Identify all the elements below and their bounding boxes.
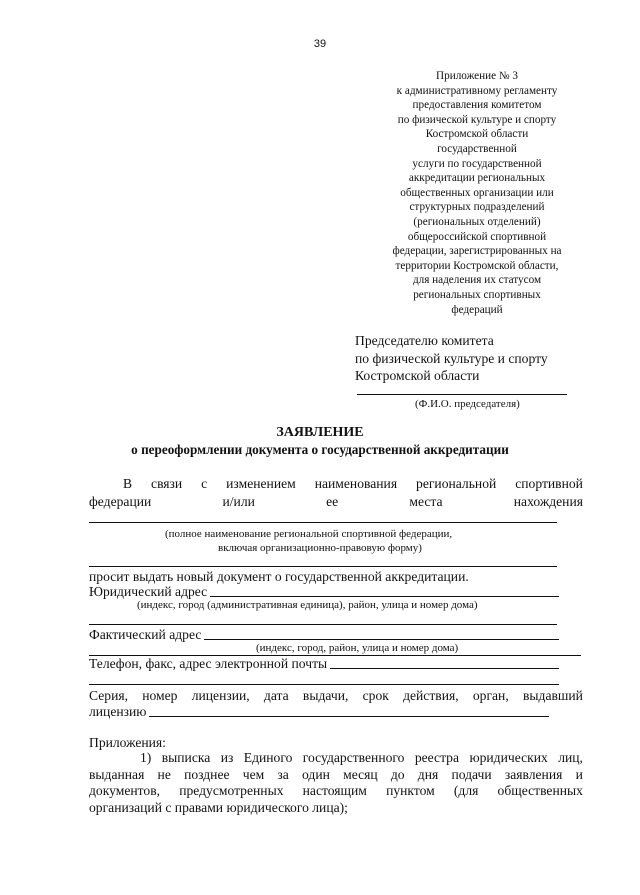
attachment-word: и <box>575 767 583 782</box>
paragraph-word: ее <box>326 494 339 509</box>
attachment-word: 1) <box>140 750 152 765</box>
attachment-word: выписка <box>161 750 211 765</box>
attachment-word: позднее <box>184 767 230 782</box>
appendix-line: структурных подразделений <box>409 201 545 214</box>
attachment-word: чем <box>242 767 265 782</box>
paragraph-word: спортивной <box>515 476 583 491</box>
caption-fullname-2: включая организационно-правовую форму) <box>218 542 422 554</box>
fullname-line <box>89 522 557 523</box>
attachment-word: настоящим <box>302 783 367 798</box>
item-1-line-1 <box>140 750 583 766</box>
paragraph-word: связи <box>151 476 183 491</box>
legal-address-field[interactable] <box>210 584 559 597</box>
appendix-line: федераций <box>451 303 503 316</box>
paragraph-1-line-2 <box>89 494 583 510</box>
appendix-line: предоставления комитетом <box>412 99 542 112</box>
addressee-block <box>355 332 548 385</box>
license-line-2 <box>89 704 549 720</box>
appendix-line: для наделения их статусом <box>412 274 542 287</box>
license-word: лицензии, <box>191 688 250 703</box>
license-word: орган, <box>472 688 509 703</box>
appendix-line: Костромской области <box>425 128 529 141</box>
fio-line <box>357 394 567 395</box>
legal-address-row <box>89 584 559 600</box>
license-line-1 <box>89 688 583 704</box>
appendix-line: (региональных отделений) <box>413 215 541 228</box>
contacts-label: Телефон, факс, адрес электронной почты <box>89 656 328 671</box>
actual-address-label: Фактический адрес <box>89 627 202 642</box>
legal-address-line-2 <box>89 624 557 625</box>
legal-address-label: Юридический адрес <box>89 584 208 599</box>
license-word: Серия, <box>89 688 128 703</box>
attachment-word: (для <box>453 783 479 798</box>
attachment-word: государственного <box>302 750 405 765</box>
attachment-word: общественных <box>497 783 583 798</box>
appendix-line: региональных спортивных <box>413 288 541 301</box>
contacts-line-2 <box>89 684 559 685</box>
attachment-word: не <box>157 767 171 782</box>
appendix-line: общероссийской спортивной <box>407 230 547 243</box>
paragraph-word: региональной <box>416 476 497 491</box>
document-title: ЗАЯВЛЕНИЕ <box>276 425 364 440</box>
appendix-note <box>372 69 582 317</box>
legal-address-caption: (индекс, город (административная единица), район, улица и номер дома) <box>137 599 478 611</box>
attachment-word: дня <box>417 767 439 782</box>
appendix-line: федерации, зарегистрированных на <box>392 245 562 258</box>
contacts-field[interactable] <box>330 656 559 669</box>
fullname-line-2 <box>89 566 557 567</box>
appendix-line: к административному регламенту <box>396 84 558 97</box>
attachment-word: реестра <box>414 750 460 765</box>
attachment-word: юридических <box>469 750 548 765</box>
paragraph-word: места <box>409 494 443 509</box>
attachments-label: Приложения: <box>89 735 166 750</box>
license-word: действия, <box>403 688 459 703</box>
attachment-word: предусмотренных <box>179 783 284 798</box>
paragraph-word: наименования <box>314 476 398 491</box>
attachment-word: пунктом <box>386 783 435 798</box>
addressee-line-3: Костромской области <box>355 368 480 383</box>
license-field[interactable] <box>149 704 549 717</box>
page-number: 39 <box>313 38 327 50</box>
appendix-line: услуги по государственной <box>412 157 542 170</box>
actual-address-row <box>89 627 559 643</box>
attachment-word: выданная <box>89 767 145 782</box>
license-word: дата <box>263 688 289 703</box>
paragraph-1-line-1 <box>123 476 583 492</box>
paragraph-word: и/или <box>222 494 255 509</box>
license-word: выдачи, <box>302 688 349 703</box>
appendix-line: Приложение № 3 <box>436 70 518 82</box>
appendix-line: территории Костромской области, <box>395 259 559 272</box>
attachment-word: один <box>302 767 330 782</box>
actual-address-field[interactable] <box>204 627 559 640</box>
license-word: номер <box>142 688 178 703</box>
paragraph-word: В <box>123 476 133 491</box>
contacts-row <box>89 656 559 672</box>
caption-fullname-1: (полное наименование региональной спортивной федерации, <box>165 528 453 540</box>
appendix-line: аккредитации региональных <box>408 172 546 185</box>
appendix-line: по физической культуре и спорту <box>397 113 557 126</box>
addressee-line-2: по физической культуре и спорту <box>355 350 548 366</box>
attachment-word: документов, <box>89 783 161 798</box>
paragraph-word: с <box>201 476 208 491</box>
paragraph-word: федерации <box>89 494 152 509</box>
license-word: срок <box>362 688 389 703</box>
license-word: выдавший <box>522 688 583 703</box>
paragraph-word: изменением <box>226 476 296 491</box>
attachment-word: за <box>277 767 289 782</box>
request-text: просит выдать новый документ о государственной аккредитации. <box>89 569 469 584</box>
attachment-word: подачи <box>451 767 492 782</box>
appendix-line: государственной <box>437 142 517 155</box>
paragraph-word: нахождения <box>513 494 583 509</box>
license-label: лицензию <box>89 704 147 719</box>
attachment-word: до <box>390 767 405 782</box>
attachment-word: заявления <box>504 767 563 782</box>
item-1-line-4: организаций с правами юридического лица); <box>89 800 348 815</box>
attachment-word: месяц <box>343 767 378 782</box>
fio-caption: (Ф.И.О. председателя) <box>415 398 520 410</box>
appendix-line: общественных организации или <box>400 186 554 199</box>
attachment-word: лиц, <box>558 750 583 765</box>
attachment-word: из <box>220 750 234 765</box>
item-1-line-3 <box>89 783 583 799</box>
item-1-line-2 <box>89 767 583 783</box>
attachment-word: Единого <box>243 750 293 765</box>
document-subtitle: о переоформлении документа о государственной аккредитации <box>131 442 509 457</box>
addressee-line-1: Председателю комитета <box>355 333 494 348</box>
actual-address-caption: (индекс, город, район, улица и номер дома) <box>256 642 459 654</box>
